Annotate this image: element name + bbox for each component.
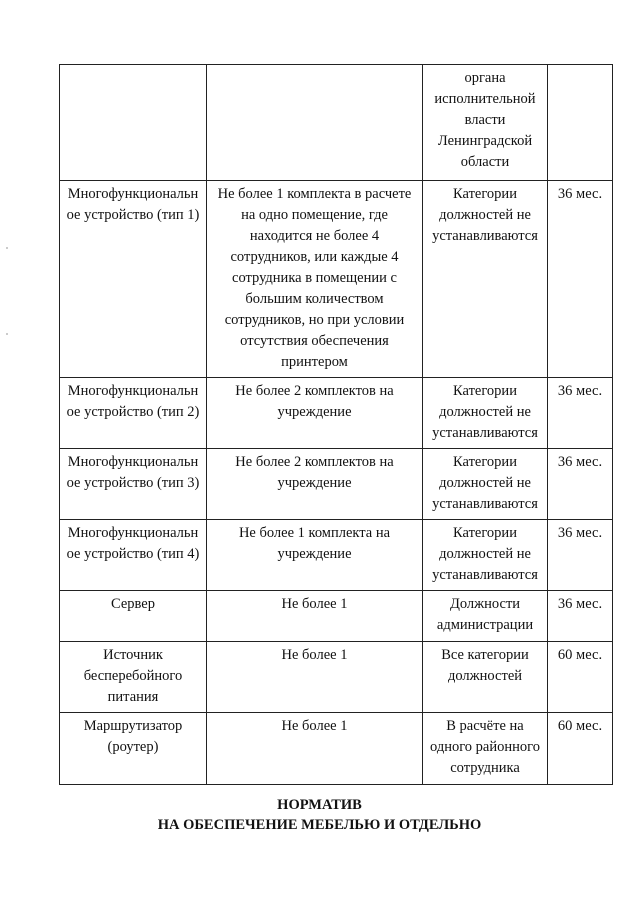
table-row (60, 65, 613, 181)
heading-title: НОРМАТИВ (277, 797, 362, 813)
norms-table (59, 64, 613, 785)
table-row (60, 642, 613, 713)
quantity-cell: Не более 2 комплектов на учреждение (207, 449, 423, 520)
position-category-cell: Категории должностей не устанавливаются (423, 520, 548, 591)
scan-speck (6, 247, 8, 249)
quantity-cell: Не более 1 комплекта в расчете на одно помещение, где находится не более 4 сотрудников, или каждые 4 сотрудника в помещении с большим количеством сотрудников, но при условии отсутствия обеспечения принтером (207, 181, 423, 378)
table-row (60, 520, 613, 591)
equipment-name-cell: Многофункциональн ое устройство (тип 1) (60, 181, 207, 378)
table-row (60, 181, 613, 378)
position-category-cell: Категории должностей не устанавливаются (423, 181, 548, 378)
service-term-cell: 36 мес. (548, 520, 613, 591)
service-term-cell: 36 мес. (548, 449, 613, 520)
table-row (60, 591, 613, 642)
table-row (60, 449, 613, 520)
service-term-cell: 36 мес. (548, 378, 613, 449)
position-category-cell: В расчёте на одного районного сотрудника (423, 713, 548, 785)
section-heading (0, 795, 639, 835)
position-category-cell: Должности администрации (423, 591, 548, 642)
service-term-cell: 60 мес. (548, 642, 613, 713)
equipment-name-cell: Многофункциональн ое устройство (тип 3) (60, 449, 207, 520)
equipment-name-cell: Многофункциональн ое устройство (тип 4) (60, 520, 207, 591)
position-category-cell: органа исполнительной власти Ленинградской области (423, 65, 548, 181)
equipment-name-cell: Сервер (60, 591, 207, 642)
table-row (60, 713, 613, 785)
quantity-cell: Не более 1 (207, 591, 423, 642)
equipment-name-cell: Источник бесперебойного питания (60, 642, 207, 713)
scan-speck (6, 333, 8, 335)
service-term-cell (548, 65, 613, 181)
position-category-cell: Категории должностей не устанавливаются (423, 449, 548, 520)
quantity-cell (207, 65, 423, 181)
position-category-cell: Категории должностей не устанавливаются (423, 378, 548, 449)
quantity-cell: Не более 1 (207, 642, 423, 713)
service-term-cell: 60 мес. (548, 713, 613, 785)
quantity-cell: Не более 1 комплекта на учреждение (207, 520, 423, 591)
equipment-name-cell: Многофункциональн ое устройство (тип 2) (60, 378, 207, 449)
service-term-cell: 36 мес. (548, 591, 613, 642)
heading-subtitle: НА ОБЕСПЕЧЕНИЕ МЕБЕЛЬЮ И ОТДЕЛЬНО (157, 817, 482, 833)
equipment-name-cell: Маршрутизатор (роутер) (60, 713, 207, 785)
table-row (60, 378, 613, 449)
quantity-cell: Не более 2 комплектов на учреждение (207, 378, 423, 449)
position-category-cell: Все категории должностей (423, 642, 548, 713)
equipment-name-cell (60, 65, 207, 181)
service-term-cell: 36 мес. (548, 181, 613, 378)
quantity-cell: Не более 1 (207, 713, 423, 785)
